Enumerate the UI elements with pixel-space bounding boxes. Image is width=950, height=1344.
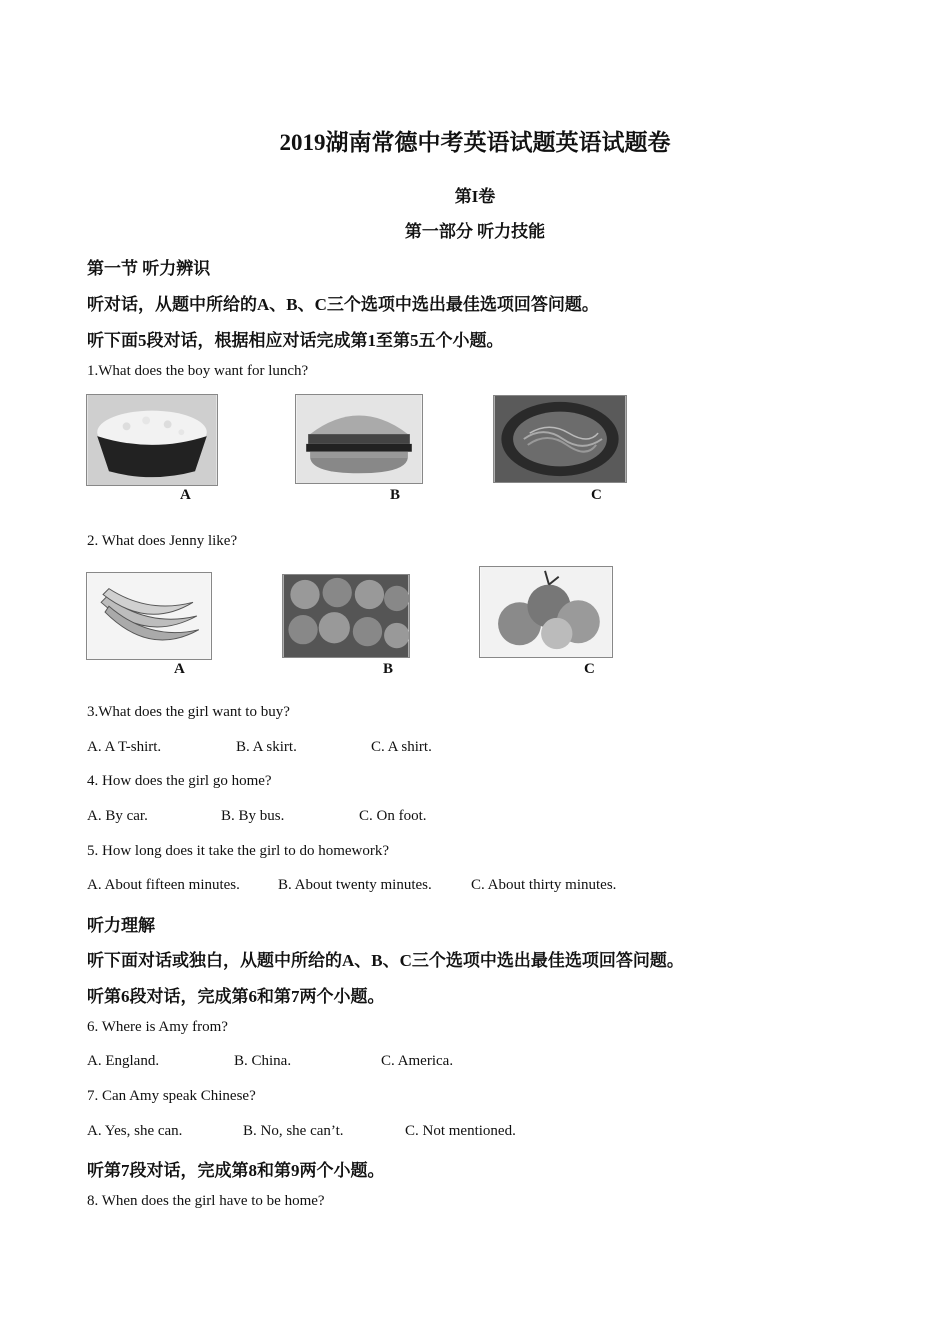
dialog6-instruction: 听第6段对话，完成第6和第7两个小题。: [87, 987, 385, 1006]
q4-option-c: C. On foot.: [359, 808, 427, 824]
tangerines-image: [479, 566, 613, 658]
question-6: 6. Where is Amy from?: [87, 1019, 228, 1035]
question-7: 7. Can Amy speak Chinese?: [87, 1088, 256, 1104]
q7-option-c: C. Not mentioned.: [405, 1123, 516, 1139]
q3-option-a: A. A T-shirt.: [87, 739, 162, 755]
q3-option-c: C. A shirt.: [371, 739, 432, 755]
volume-heading: 第I卷: [454, 187, 496, 206]
noodles-image: [493, 395, 627, 483]
q6-option-b: B. China.: [234, 1053, 292, 1069]
q5-option-c: C. About thirty minutes.: [471, 877, 617, 893]
question-1: 1.What does the boy want for lunch?: [87, 363, 309, 379]
question-8: 8. When does the girl have to be home?: [87, 1193, 325, 1209]
q1-label-b: B: [390, 487, 401, 503]
question-2: 2. What does Jenny like?: [87, 533, 238, 549]
hamburger-image: [295, 394, 423, 484]
q4-option-a: A. By car.: [87, 808, 148, 824]
q2-label-b: B: [383, 661, 394, 677]
section2-heading: 听力理解: [87, 916, 155, 935]
section2-instruction: 听下面对话或独白，从题中所给的A、B、C三个选项中选出最佳选项回答问题。: [87, 951, 684, 970]
section1-heading: 第一节 听力辨识: [87, 259, 211, 278]
section1-instruction: 听对话，从题中所给的A、B、C三个选项中选出最佳选项回答问题。: [87, 295, 599, 314]
q6-option-c: C. America.: [381, 1053, 454, 1069]
strawberries-image: [282, 574, 410, 658]
q7-option-a: A. Yes, she can.: [87, 1123, 183, 1139]
q5-option-a: A. About fifteen minutes.: [87, 877, 240, 893]
q3-option-b: B. A skirt.: [236, 739, 297, 755]
part-heading: 第一部分 听力技能: [404, 222, 546, 241]
q6-option-a: A. England.: [87, 1053, 160, 1069]
dialog7-instruction: 听第7段对话，完成第8和第9两个小题。: [87, 1161, 385, 1180]
rice-bowl-image: [86, 394, 218, 486]
bananas-image: [86, 572, 212, 660]
q2-label-c: C: [584, 661, 595, 677]
q1-label-a: A: [180, 487, 191, 503]
q1-label-c: C: [591, 487, 602, 503]
q7-option-b: B. No, she can’t.: [243, 1123, 344, 1139]
question-5: 5. How long does it take the girl to do homework?: [87, 843, 390, 859]
q4-option-b: B. By bus.: [221, 808, 285, 824]
question-3: 3.What does the girl want to buy?: [87, 704, 290, 720]
page-title: 2019湖南常德中考英语试题英语试题卷: [279, 130, 671, 155]
q5-option-b: B. About twenty minutes.: [278, 877, 432, 893]
question-4: 4. How does the girl go home?: [87, 773, 272, 789]
section1-sub-instruction: 听下面5段对话，根据相应对话完成第1至第5五个小题。: [87, 331, 504, 350]
q2-label-a: A: [174, 661, 185, 677]
